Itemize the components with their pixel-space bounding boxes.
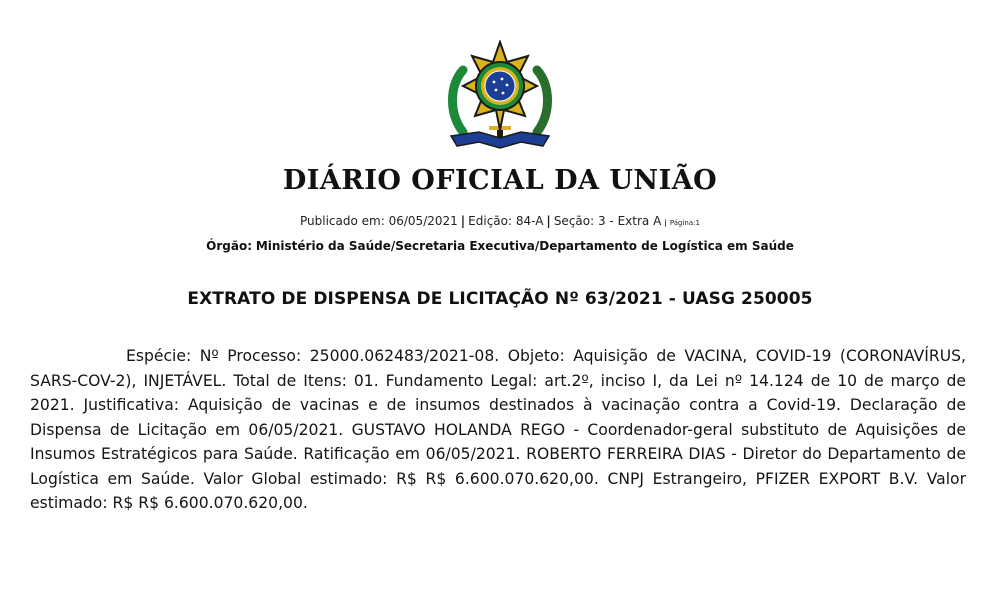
document-body: Espécie: Nº Processo: 25000.062483/2021-08. Objeto: Aquisição de VACINA, COVID-19 (CORONAVÍRUS, SARS-COV-2), INJETÁVEL. Total de Itens: 01. Fundamento Legal: art.2º, inciso I, da Lei nº 14.124 de 10 de março de 2021. Justificativa: Aquisição de vacinas e de insumos destinados à vacinação contra a Covid-19. Declaração de Dispensa de Licitação em 06/05/2021. GUSTAVO HOLANDA REGO - Coordenador-geral substituto de Aquisições de Insumos Estratégicos para Saúde. Ratificação em 06/05/2021. ROBERTO FERREIRA DIAS - Diretor do Departamento de Logística em Saúde. Valor Global estimado: R$ R$ 6.600.070.620,00. CNPJ Estrangeiro, PFIZER EXPORT B.V. Valor estimado: R$ R$ 6.600.070.620,00. <box>30 347 966 512</box>
gazette-title: DIÁRIO OFICIAL DA UNIÃO <box>282 165 718 196</box>
published-date: 06/05/2021 <box>388 214 458 228</box>
document-headline: EXTRATO DE DISPENSA DE LICITAÇÃO Nº 63/2021 - UASG 250005 <box>187 289 813 309</box>
organ-value: Ministério da Saúde/Secretaria Executiva/Departamento de Logística em Saúde <box>255 239 794 253</box>
edition-value: 84-A <box>515 214 544 228</box>
section-value: 3 - Extra A <box>597 214 662 228</box>
brazil-coat-of-arms-icon <box>441 40 559 152</box>
page-label: Página: <box>669 219 696 227</box>
section-label: Seção: <box>553 214 595 228</box>
organ-label: Órgão: <box>206 239 252 253</box>
edition-label: Edição: <box>468 214 513 228</box>
organ-line <box>0 239 1000 253</box>
published-label: Publicado em: <box>300 214 385 228</box>
page-number: 1 <box>695 219 700 227</box>
publication-info: Publicado em: 06/05/2021 | Edição: 84-A | Seção: 3 - Extra A | Página:1 <box>300 214 700 228</box>
